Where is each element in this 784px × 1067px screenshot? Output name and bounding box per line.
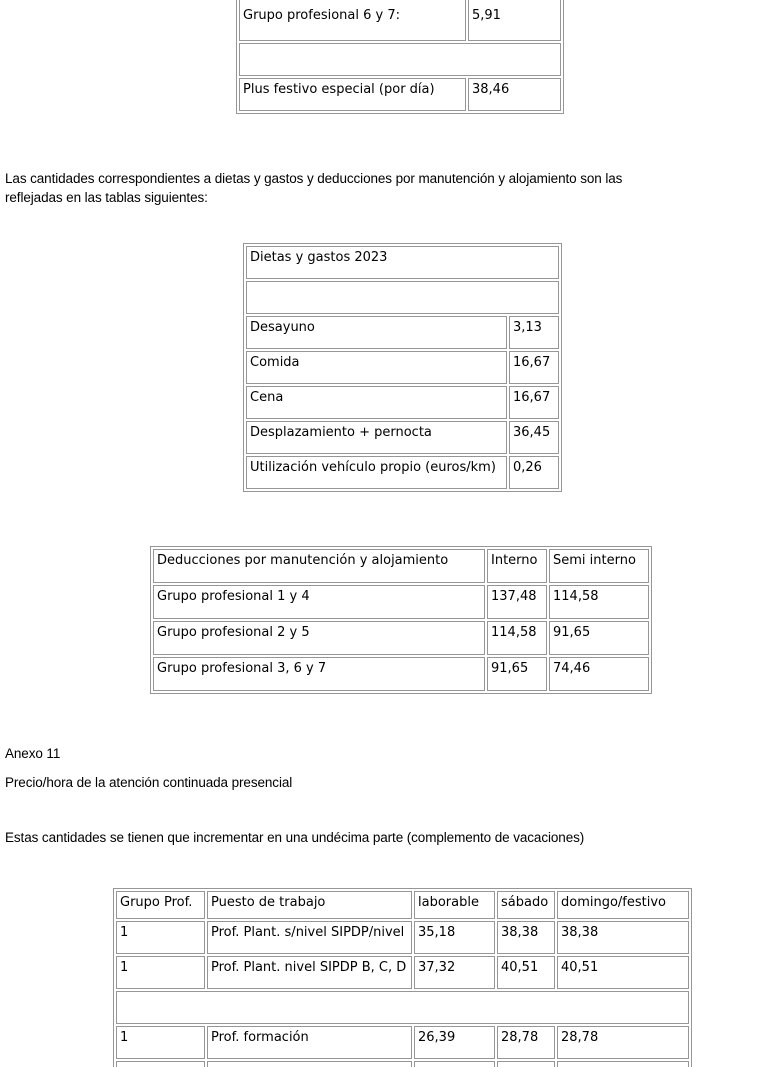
intro-line-2: reflejadas en las tablas siguientes: bbox=[5, 190, 208, 205]
row-label: Grupo profesional 3, 6 y 7 bbox=[153, 657, 485, 691]
grupo-value: 1 bbox=[116, 1026, 205, 1059]
table-row bbox=[239, 0, 561, 41]
column-header: domingo/festivo bbox=[557, 891, 689, 919]
row-value: 0,26 bbox=[509, 456, 559, 489]
table-row-cut bbox=[116, 1061, 689, 1067]
row-label: Comida bbox=[246, 351, 507, 384]
sabado-value: 38,38 bbox=[497, 921, 555, 954]
table-header-row bbox=[153, 549, 649, 583]
row-value: 3,13 bbox=[509, 316, 559, 349]
interno-value: 91,65 bbox=[487, 657, 547, 691]
column-header: Interno bbox=[487, 549, 547, 583]
empty-cell bbox=[497, 1061, 555, 1067]
table-row bbox=[153, 657, 649, 691]
table-row bbox=[116, 921, 689, 954]
empty-cell bbox=[239, 43, 561, 76]
sabado-value: 40,51 bbox=[497, 956, 555, 989]
intro-line-1: Las cantidades correspondientes a dietas y gastos y deducciones por manutención y alojamiento son las bbox=[5, 171, 623, 186]
table-row bbox=[239, 78, 561, 111]
plus-festivo-table bbox=[236, 0, 564, 114]
table-row bbox=[153, 621, 649, 655]
anexo-title: Anexo 11 bbox=[5, 746, 61, 761]
puesto-value: Prof. Plant. nivel SIPDP B, C, D bbox=[207, 956, 412, 989]
row-value: 36,45 bbox=[509, 421, 559, 454]
laborable-value: 37,32 bbox=[414, 956, 495, 989]
empty-row bbox=[116, 991, 689, 1024]
empty-cell bbox=[116, 1061, 205, 1067]
laborable-value: 26,39 bbox=[414, 1026, 495, 1059]
table-row bbox=[246, 386, 559, 419]
domingo-value: 38,38 bbox=[557, 921, 689, 954]
sabado-value: 28,78 bbox=[497, 1026, 555, 1059]
grupo-value: 1 bbox=[116, 956, 205, 989]
row-value: 5,91 bbox=[468, 0, 561, 41]
column-header: Grupo Prof. bbox=[116, 891, 205, 919]
row-value: 16,67 bbox=[509, 351, 559, 384]
anexo-subtitle: Precio/hora de la atención continuada presencial bbox=[5, 775, 293, 790]
row-label: Grupo profesional 2 y 5 bbox=[153, 621, 485, 655]
empty-row bbox=[246, 281, 559, 314]
table-row bbox=[246, 316, 559, 349]
row-label: Grupo profesional 6 y 7: bbox=[239, 0, 466, 41]
table-row bbox=[246, 421, 559, 454]
row-label: Plus festivo especial (por día) bbox=[239, 78, 466, 111]
vacaciones-note: Estas cantidades se tienen que incrementar en una undécima parte (complemento de vacaciones) bbox=[5, 830, 585, 845]
column-header: Deducciones por manutención y alojamiento bbox=[153, 549, 485, 583]
empty-row bbox=[239, 43, 561, 76]
precio-hora-table bbox=[113, 888, 692, 1067]
domingo-value: 40,51 bbox=[557, 956, 689, 989]
puesto-value: Prof. formación bbox=[207, 1026, 412, 1059]
empty-cell bbox=[246, 281, 559, 314]
row-value: 16,67 bbox=[509, 386, 559, 419]
row-label: Grupo profesional 1 y 4 bbox=[153, 585, 485, 619]
table-title: Dietas y gastos 2023 bbox=[246, 246, 559, 279]
intro-paragraph bbox=[5, 169, 775, 207]
empty-cell bbox=[557, 1061, 689, 1067]
row-label: Desayuno bbox=[246, 316, 507, 349]
domingo-value: 28,78 bbox=[557, 1026, 689, 1059]
interno-value: 114,58 bbox=[487, 621, 547, 655]
column-header: Puesto de trabajo bbox=[207, 891, 412, 919]
semi-interno-value: 114,58 bbox=[549, 585, 649, 619]
row-label: Cena bbox=[246, 386, 507, 419]
table-header-row bbox=[116, 891, 689, 919]
row-label: Desplazamiento + pernocta bbox=[246, 421, 507, 454]
table-row bbox=[153, 585, 649, 619]
empty-cell bbox=[414, 1061, 495, 1067]
column-header: laborable bbox=[414, 891, 495, 919]
empty-cell bbox=[207, 1061, 412, 1067]
grupo-value: 1 bbox=[116, 921, 205, 954]
laborable-value: 35,18 bbox=[414, 921, 495, 954]
table-title-row bbox=[246, 246, 559, 279]
table-row bbox=[246, 456, 559, 489]
table-row bbox=[246, 351, 559, 384]
puesto-value: Prof. Plant. s/nivel SIPDP/nivel bbox=[207, 921, 412, 954]
column-header: sábado bbox=[497, 891, 555, 919]
semi-interno-value: 74,46 bbox=[549, 657, 649, 691]
column-header: Semi interno bbox=[549, 549, 649, 583]
semi-interno-value: 91,65 bbox=[549, 621, 649, 655]
row-label: Utilización vehículo propio (euros/km) bbox=[246, 456, 507, 489]
deducciones-table bbox=[150, 546, 652, 694]
interno-value: 137,48 bbox=[487, 585, 547, 619]
empty-cell bbox=[116, 991, 689, 1024]
table-row bbox=[116, 956, 689, 989]
row-value: 38,46 bbox=[468, 78, 561, 111]
dietas-gastos-table bbox=[243, 243, 562, 492]
table-row bbox=[116, 1026, 689, 1059]
